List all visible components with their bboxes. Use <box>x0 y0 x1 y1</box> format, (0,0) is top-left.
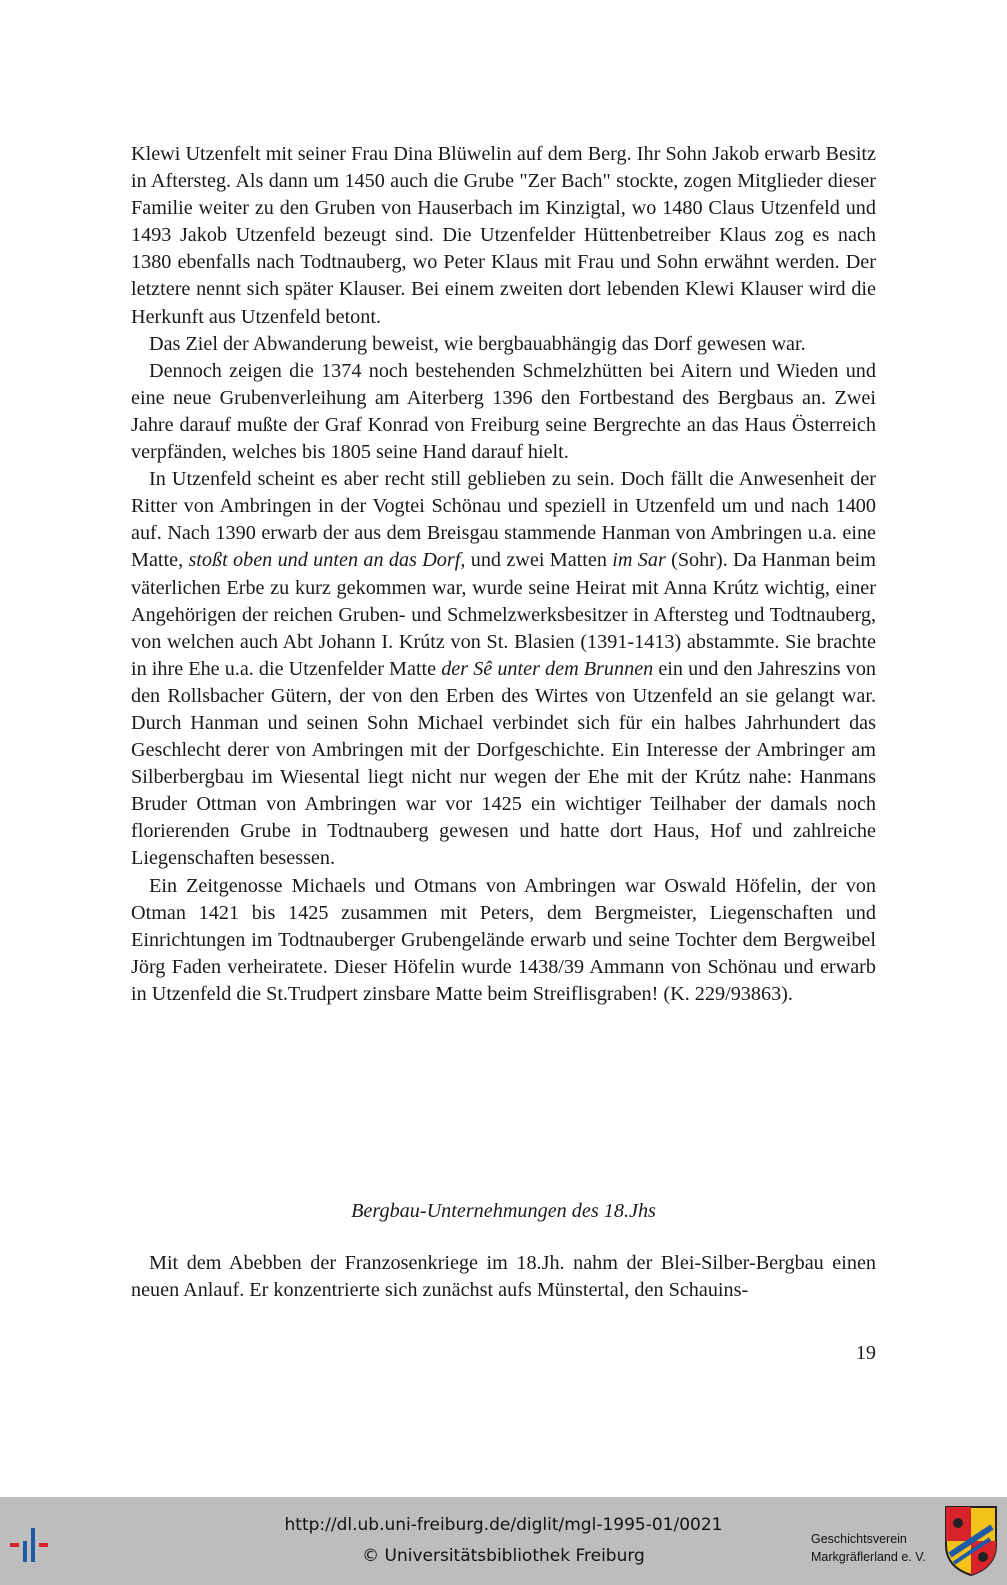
footer-bar <box>0 1497 1007 1585</box>
quoted-phrase: im Sar <box>612 549 666 572</box>
paragraph: Das Ziel der Abwanderung beweist, wie bergbauabhängig das Dorf gewesen war. <box>149 332 806 355</box>
society-name <box>811 1530 936 1566</box>
text-run: ein und den Jahreszins von den Rollsbacher Gütern, der von den Erben des Wirtes von Utzenfeld an sie gelangt war. Durch Hanman und seinen Sohn Michael verbindet sich für ein halbes Jahrhundert das Geschlecht derer von Ambringen mit der Dorfgeschichte. Ein Interesse der Ambringer am Silberbergbau im Wiesental liegt nicht nur wegen der Ehe mit der Krútz nahe: Hanmans Bruder Ottman von Ambringen war vor 1425 ein wichtiger Teilhaber der damals noch florierenden Grube in Todtnauberg gewesen und hatte dort Haus, Hof und zahlreiche Liegenschaften besessen. <box>131 657 877 870</box>
paragraph: Klewi Utzenfelt mit seiner Frau Dina Blüwelin auf dem Berg. Ihr Sohn Jakob erwarb Besitz in Aftersteg. Als dann um 1450 auch die Grube "Zer Bach" stockte, zogen Mitglieder dieser Familie weiter zu den Gruben von Hauserbach im Kinzigtal, wo 1480 Claus Utzenfeld und 1493 Jakob Utzenfeld bezeugt sind. Die Utzenfelder Hüttenbetreiber Klaus zog es nach 1380 ebenfalls nach Todtnauberg, wo Peter Klaus mit Frau und Sohn erwähnt werden. Der letztere nennt sich später Klauser. Bei einem zweiten dort lebenden Klewi Klauser wird die Herkunft aus Utzenfeld betont. <box>131 143 876 328</box>
society-line: Markgräflerland e. V. <box>811 1550 926 1564</box>
text-run: In Utzenfeld scheint es aber recht still geblieben zu sein. Doch fällt die Anwesenheit der Ritter von Ambringen in der Vogtei Schönau und speziell in Utzenfeld um und nach 1400 auf. Nach 1390 erwarb der aus dem Breisgau stammende Hanman von Ambringen u.a. eine Matte, <box>131 468 876 572</box>
coat-of-arms-icon <box>944 1505 998 1577</box>
quoted-phrase: stoßt oben und unten an das Dorf <box>188 549 461 572</box>
section-body <box>131 1250 876 1304</box>
paragraph: Ein Zeitgenosse Michaels und Otmans von Ambringen war Oswald Höfelin, der von Otman 1421 bis 1425 zusammen mit Peters, dem Bergmeister, Liegenschaften und Einrichtungen im Todtnauberger Grubengelände erwarb und seine Tochter dem Bergweibel Jörg Faden verheiratete. Dieser Höfelin wurde 1438/39 Ammann von Schönau und erwarb in Utzenfeld die St.Trudpert zinsbare Matte beim Streiflisgraben! (K. 229/93863). <box>131 874 876 1005</box>
paragraph <box>131 466 876 872</box>
footer-url-link[interactable]: http://dl.ub.uni-freiburg.de/diglit/mgl-1995-01/0021 <box>284 1515 723 1535</box>
text-run: , und zwei Matten <box>460 549 613 572</box>
society-line: Geschichtsverein <box>811 1532 907 1546</box>
page-body-text <box>131 141 876 1008</box>
quoted-phrase: der Sê unter dem Brunnen <box>441 657 654 680</box>
section-heading: Bergbau-Unternehmungen des 18.Jhs <box>351 1200 656 1222</box>
text-run: (Sohr). Da Hanman beim väterlichen Erbe zu kurz gekommen war, wurde seine Heirat mit Anna Krútz wichtig, einer Angehörigen der reichen Gruben- und Schmelzwerksbesitzer in Aftersteg und Todtnauberg, von welchen auch Abt Johann I. Krútz von St. Blasien (1391-1413) abstammte. Sie brachte in ihre Ehe u.a. die Utzenfelder Matte <box>131 549 876 680</box>
page-number: 19 <box>855 1342 876 1364</box>
paragraph: Mit dem Abebben der Franzosenkriege im 18.Jh. nahm der Blei-Silber-Bergbau einen neuen Anlauf. Er konzentrierte sich zunächst aufs Münstertal, den Schauins- <box>131 1252 876 1302</box>
footer-copyright: © Universitätsbibliothek Freiburg <box>362 1546 645 1566</box>
paragraph: Dennoch zeigen die 1374 noch bestehenden Schmelzhütten bei Aitern und Wieden und eine neue Grubenverleihung am Aiterberg 1396 den Fortbestand des Bergbaus an. Zwei Jahre darauf mußte der Graf Konrad von Freiburg seine Bergrechte an das Haus Österreich verpfänden, welches bis 1805 seine Hand darauf hielt. <box>131 359 876 464</box>
